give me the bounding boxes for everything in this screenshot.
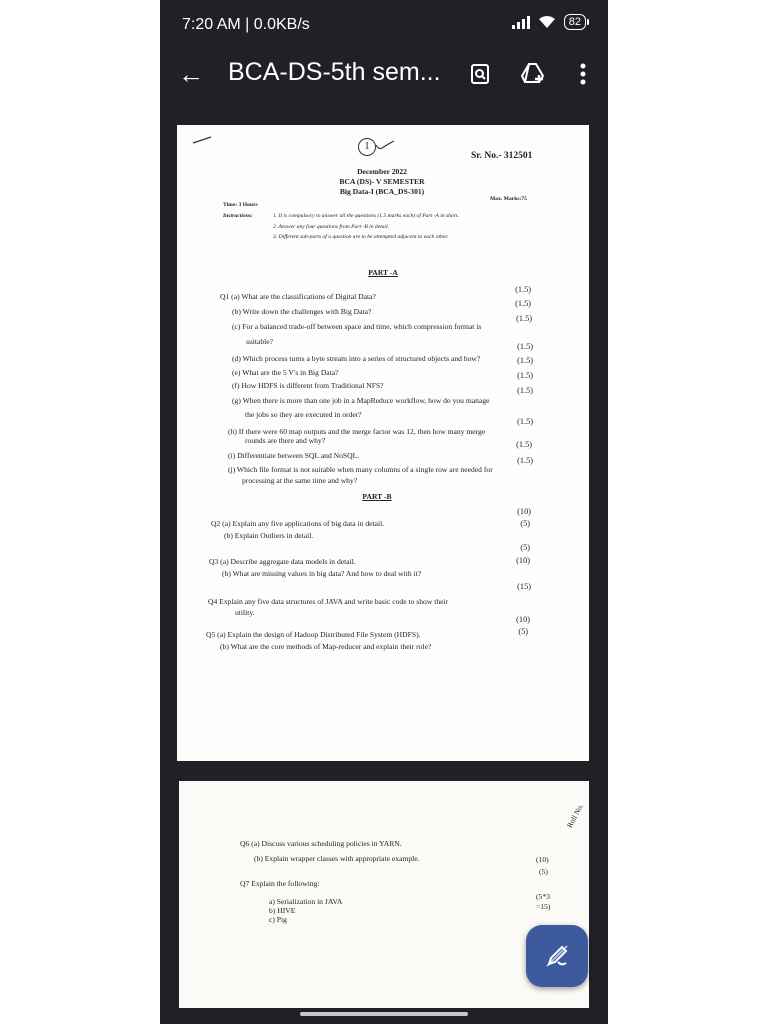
question-line: (j) Which file format is not suitable when many columns of a single row are needed for — [228, 465, 493, 474]
question-line: (b) Write down the challenges with Big Data? — [232, 307, 372, 316]
part-a-heading: PART -A — [368, 268, 398, 277]
max-marks: Max. Marks:75 — [490, 196, 527, 202]
question-line: Q4 Explain any five data structures of JAVA and write basic code to show their — [208, 597, 449, 606]
instruction-line: 1. It is compulsory to answer all the questions (1.5 marks each) of Part -A in short. — [273, 213, 459, 219]
pen-tick-mark — [191, 133, 215, 147]
program-name: BCA (DS)- V SEMESTER — [339, 177, 425, 186]
serial-number: Sr. No.- 312501 — [471, 151, 533, 161]
marks-label: (1.5) — [517, 417, 533, 426]
search-document-icon[interactable] — [466, 60, 494, 88]
marks-label: (1.5) — [516, 314, 532, 323]
marks-label: (15) — [517, 582, 531, 591]
marks-label: (5*3 — [536, 892, 550, 901]
question-line: Q1 (a) What are the classifications of Digital Data? — [220, 292, 376, 301]
question-line: (f) How HDFS is different from Traditional NFS? — [232, 381, 384, 390]
marks-label: (10) — [516, 556, 530, 565]
question-line: a) Serialization in JAVA — [269, 897, 343, 906]
question-line: rounds are there and why? — [245, 436, 326, 445]
question-line: suitable? — [246, 337, 273, 346]
marks-label: (10) — [517, 507, 531, 516]
exam-time: Time: 3 Hours — [223, 202, 258, 208]
more-vert-icon[interactable] — [569, 60, 597, 88]
question-line: (c) For a balanced trade-off between space and time, which compression format is — [232, 322, 482, 331]
signal-icon — [512, 15, 530, 29]
marks-label: (10) — [536, 855, 549, 864]
marks-label: (5) — [520, 519, 530, 528]
question-line: (d) Which process turns a byte stream into a series of structured objects and how? — [232, 354, 481, 363]
question-line: (b) What are the core methods of Map-reducer and explain their role? — [220, 642, 432, 651]
marks-label: (1.5) — [517, 456, 533, 465]
instruction-line: 2. Answer any four questions from Part -B in detail. — [273, 224, 390, 230]
question-line: Q5 (a) Explain the design of Hadoop Distributed File System (HDFS). — [206, 630, 421, 639]
edit-pen-icon — [543, 942, 571, 970]
status-bar — [160, 0, 608, 52]
question-line: (b) Explain Outliers in detail. — [224, 531, 314, 540]
question-line: (b) What are missing values in big data? And how to deal with it? — [222, 569, 422, 578]
question-line: Q7 Explain the following: — [240, 879, 320, 888]
marks-label: (1.5) — [517, 371, 533, 380]
marks-label: (5) — [539, 867, 548, 876]
marks-label: =15) — [536, 902, 551, 911]
question-line: c) Pig — [269, 915, 287, 924]
marks-label: (1.5) — [515, 299, 531, 308]
marks-label: (1.5) — [515, 285, 531, 294]
edit-pen-button[interactable] — [526, 925, 588, 987]
question-line: Q6 (a) Discuss various scheduling policies in YARN. — [240, 839, 402, 848]
question-line: (i) Differentiate between SQL and NoSQL. — [228, 451, 360, 460]
exam-month: December 2022 — [357, 167, 407, 176]
instruction-line: 3. Different sub-parts of a question are to be attempted adjacent to each other. — [273, 234, 449, 240]
marks-label: (1.5) — [517, 342, 533, 351]
app-bar — [160, 52, 608, 100]
document-title: BCA-DS-5th sem... — [228, 58, 441, 86]
roll-number-label: Roll No. — [565, 802, 586, 830]
phone-screen — [160, 0, 608, 1024]
instructions-label: Instructions: — [223, 213, 253, 219]
question-line: utility. — [235, 608, 255, 617]
home-indicator[interactable] — [300, 1012, 468, 1016]
question-line: the jobs so they are executed in order? — [245, 410, 362, 419]
handwritten-tick-icon — [374, 139, 396, 151]
question-line: (h) If there were 60 map outputs and the merge factor was 12, then how many merge — [228, 427, 486, 436]
marks-label: (5) — [518, 627, 528, 636]
wifi-icon — [538, 15, 556, 29]
question-line: processing at the same time and why? — [242, 476, 358, 485]
part-b-heading: PART -B — [362, 492, 392, 501]
marks-label: (1.5) — [517, 356, 533, 365]
question-line: (b) Explain wrapper classes with appropriate example. — [254, 854, 420, 863]
question-line: b) HIVE — [269, 906, 296, 915]
question-line: Q3 (a) Describe aggregate data models in detail. — [209, 557, 356, 566]
battery-icon: 82 — [564, 14, 586, 30]
back-arrow-icon[interactable]: ← — [178, 59, 204, 89]
document-page-1 — [177, 125, 589, 761]
marks-label: (5) — [520, 543, 530, 552]
question-line: (e) What are the 5 V's in Big Data? — [232, 368, 339, 377]
status-time: 7:20 AM | 0.0KB/s — [182, 16, 310, 33]
marks-label: (10) — [516, 615, 530, 624]
drive-add-icon[interactable] — [520, 60, 548, 88]
question-line: (g) When there is more than one job in a MapReduce workflow, how do you manage — [232, 396, 490, 405]
handwritten-circle-mark: 1 — [358, 138, 376, 156]
status-icons — [512, 14, 586, 30]
marks-label: (1.5) — [516, 440, 532, 449]
course-name: Big Data-I (BCA_DS-301) — [339, 187, 425, 196]
marks-label: (1.5) — [517, 386, 533, 395]
question-line: Q2 (a) Explain any five applications of big data in detail. — [211, 519, 385, 528]
